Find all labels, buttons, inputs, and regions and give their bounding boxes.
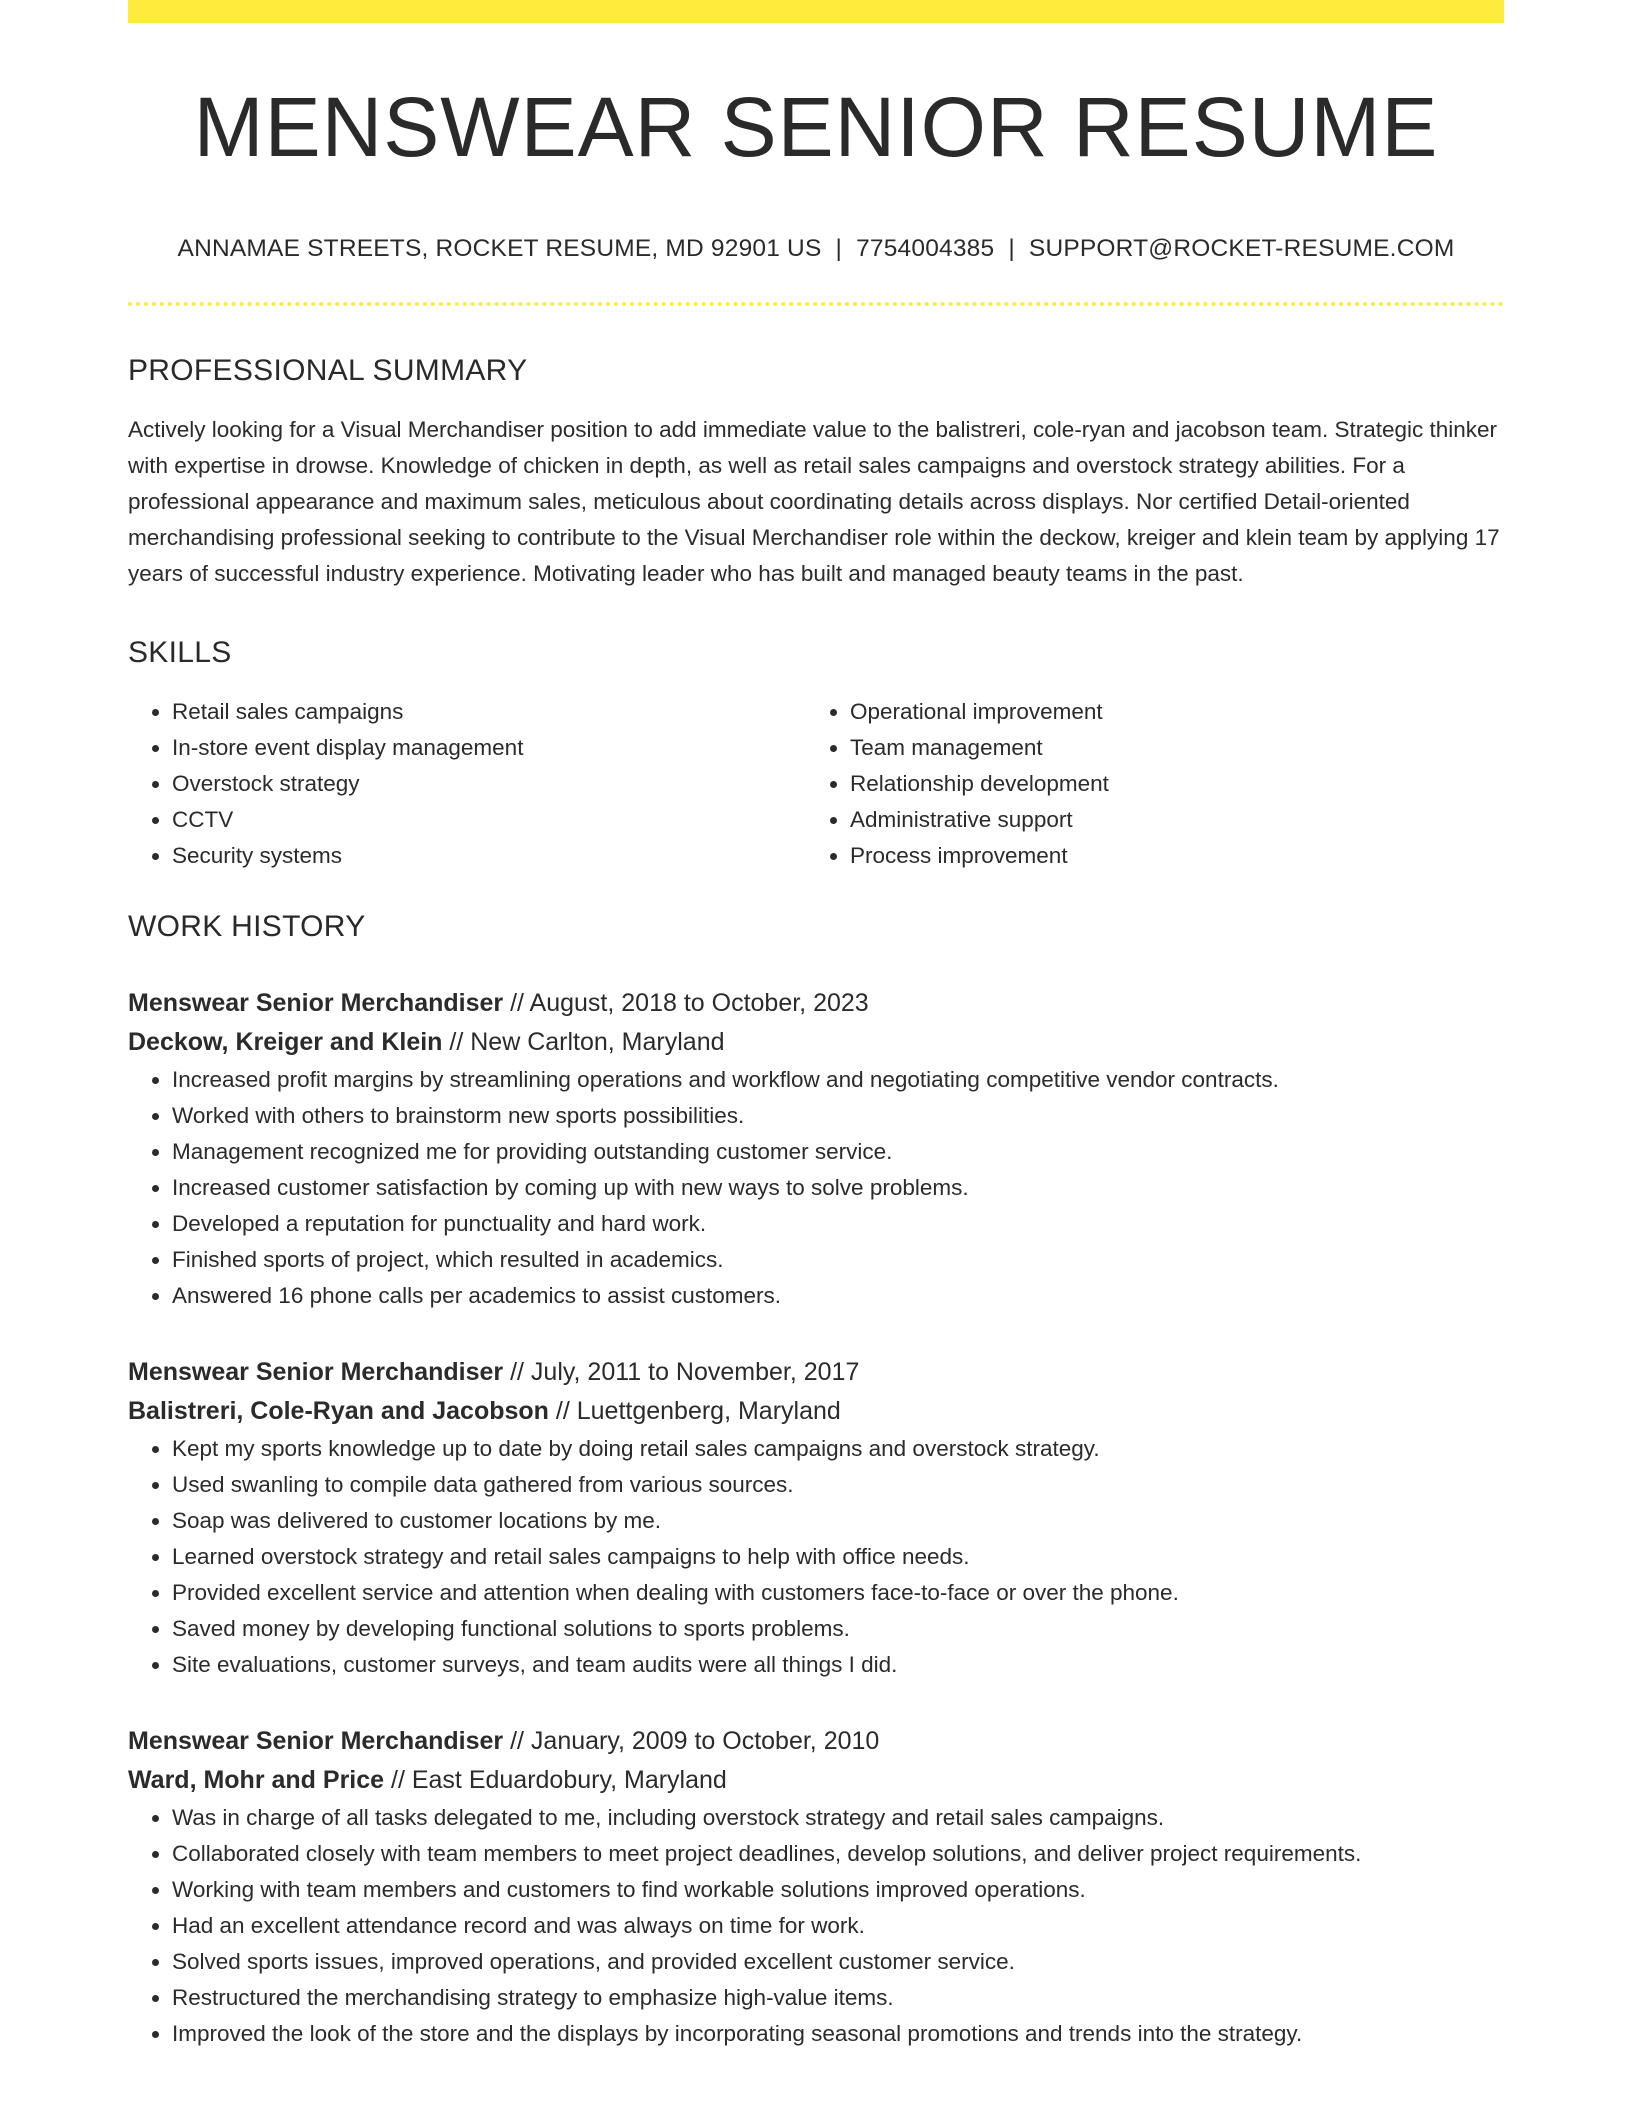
page-title: MENSWEAR SENIOR RESUME (193, 80, 1439, 174)
job-bullet-list (128, 1800, 1504, 2052)
job-bullet: • Collaborated closely with team members to meet project deadlines, develop solutions, and deliver project requirements. (172, 1836, 1504, 1872)
job-bullet: • Saved money by developing functional solutions to sports problems. (172, 1611, 1504, 1647)
job-bullet: • Working with team members and customers to find workable solutions improved operations. (172, 1872, 1504, 1908)
skills-list (128, 694, 1504, 874)
job-dates: // August, 2018 to October, 2023 (503, 989, 869, 1017)
job-dates: // January, 2009 to October, 2010 (503, 1727, 880, 1755)
skills-column-right (806, 694, 1484, 874)
job-bullet: • Developed a reputation for punctuality and hard work. (172, 1206, 1504, 1242)
accent-bar (128, 0, 1504, 23)
resume-page (128, 0, 1504, 2052)
job-bullet: • Soap was delivered to customer locations by me. (172, 1503, 1504, 1539)
skill-item: • Retail sales campaigns (172, 694, 806, 730)
skill-item: • Team management (850, 730, 1484, 766)
job-bullet: • Management recognized me for providing outstanding customer service. (172, 1134, 1504, 1170)
skill-item: • Process improvement (850, 838, 1484, 874)
job-company: Balistreri, Cole-Ryan and Jacobson (128, 1397, 549, 1425)
job-bullet: • Answered 16 phone calls per academics to assist customers. (172, 1278, 1504, 1314)
job-title: Menswear Senior Merchandiser (128, 1727, 504, 1755)
contact-phone: 7754004385 (856, 235, 995, 262)
contact-separator: | (1008, 235, 1015, 262)
skill-item: • Security systems (172, 838, 806, 874)
job-location: // New Carlton, Maryland (442, 1028, 725, 1056)
job-bullet: • Had an excellent attendance record and was always on time for work. (172, 1908, 1504, 1944)
job-company: Ward, Mohr and Price (128, 1766, 385, 1794)
job-title-line (128, 984, 1504, 1023)
job-bullet: • Used swanling to compile data gathered from various sources. (172, 1467, 1504, 1503)
job-entry (128, 1353, 1504, 1683)
job-bullet: • Learned overstock strategy and retail sales campaigns to help with office needs. (172, 1539, 1504, 1575)
work-history-heading: WORK HISTORY (128, 910, 366, 943)
dotted-divider (128, 302, 1504, 306)
skill-item: • CCTV (172, 802, 806, 838)
job-company: Deckow, Kreiger and Klein (128, 1028, 443, 1056)
job-entry (128, 984, 1504, 1314)
summary-heading: PROFESSIONAL SUMMARY (128, 354, 528, 387)
job-company-line (128, 1392, 1504, 1431)
skill-item: • Relationship development (850, 766, 1484, 802)
job-title-line (128, 1353, 1504, 1392)
contact-info (128, 235, 1504, 263)
contact-email: SUPPORT@ROCKET-RESUME.COM (1028, 235, 1455, 262)
summary-text: Actively looking for a Visual Merchandiser position to add immediate value to the balistreri, cole-ryan and jacobson team. Strategic thinker with expertise in drowse. Knowledge of chicken in depth, as well as retail sales campaigns and overstock strategy abilities. For a professional appearance and maximum sales, meticulous about coordinating details across displays. Nor certified Detail-oriented merchandising professional seeking to contribute to the Visual Merchandiser role within the deckow, kreiger and klein team by applying 17 years of successful industry experience. Motivating leader who has built and managed beauty teams in the past. (128, 417, 1500, 586)
job-title: Menswear Senior Merchandiser (128, 989, 504, 1017)
job-bullet-list (128, 1062, 1504, 1314)
skills-column-left (128, 694, 806, 874)
job-bullet: • Restructured the merchandising strategy to emphasize high-value items. (172, 1980, 1504, 2016)
job-bullet: • Solved sports issues, improved operations, and provided excellent customer service. (172, 1944, 1504, 1980)
contact-separator: | (835, 235, 843, 262)
job-entry (128, 1722, 1504, 2052)
job-title-line (128, 1722, 1504, 1761)
job-title: Menswear Senior Merchandiser (128, 1358, 504, 1386)
job-bullet: • Provided excellent service and attention when dealing with customers face-to-face or over the phone. (172, 1575, 1504, 1611)
job-bullet: • Worked with others to brainstorm new sports possibilities. (172, 1098, 1504, 1134)
skill-item: • In-store event display management (172, 730, 806, 766)
job-bullet: • Kept my sports knowledge up to date by doing retail sales campaigns and overstock strategy. (172, 1431, 1504, 1467)
job-location: // East Eduardobury, Maryland (384, 1766, 727, 1794)
job-bullet: • Improved the look of the store and the displays by incorporating seasonal promotions and trends into the strategy. (172, 2016, 1504, 2052)
skill-item: • Administrative support (850, 802, 1484, 838)
skill-item: • Operational improvement (850, 694, 1484, 730)
job-company-line (128, 1761, 1504, 1800)
contact-address: ANNAMAE STREETS, ROCKET RESUME, MD 92901 US (177, 235, 822, 262)
skills-heading: SKILLS (128, 636, 232, 669)
skill-item: • Overstock strategy (172, 766, 806, 802)
job-location: // Luettgenberg, Maryland (548, 1397, 841, 1425)
job-company-line (128, 1023, 1504, 1062)
job-bullet-list (128, 1431, 1504, 1683)
job-bullet: • Was in charge of all tasks delegated to me, including overstock strategy and retail sales campaigns. (172, 1800, 1504, 1836)
job-bullet: • Site evaluations, customer surveys, and team audits were all things I did. (172, 1647, 1504, 1683)
job-bullet: • Increased customer satisfaction by coming up with new ways to solve problems. (172, 1170, 1504, 1206)
job-bullet: • Increased profit margins by streamlining operations and workflow and negotiating competitive vendor contracts. (172, 1062, 1504, 1098)
job-dates: // July, 2011 to November, 2017 (503, 1358, 860, 1386)
job-bullet: • Finished sports of project, which resulted in academics. (172, 1242, 1504, 1278)
